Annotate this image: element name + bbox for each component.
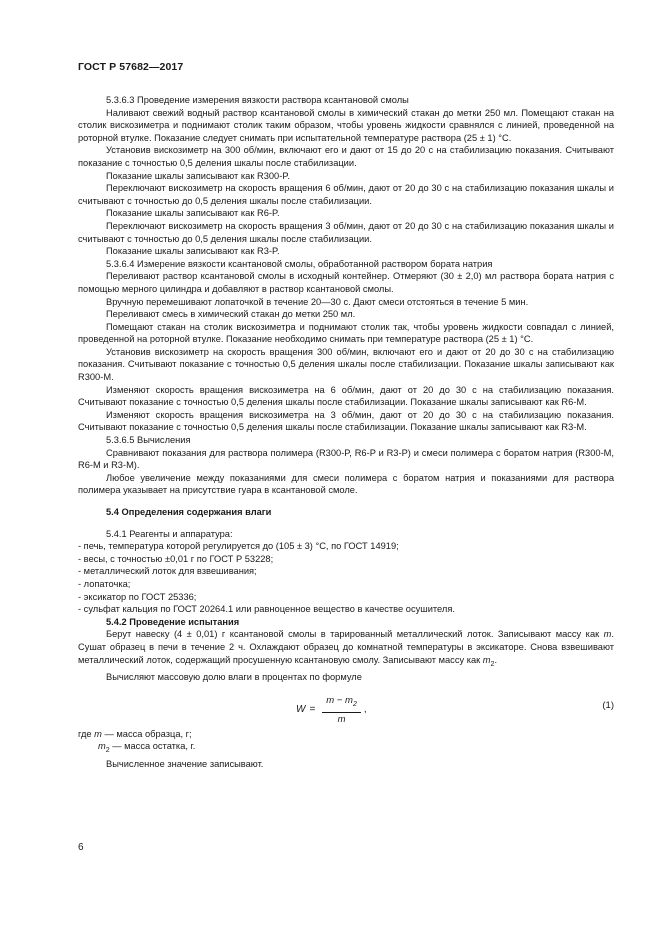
page-content xyxy=(78,94,614,770)
formula: W = $\frac{m - m_2}{m}$ , xyxy=(296,694,367,726)
paragraph: Вычисленное значение записывают. xyxy=(106,758,264,769)
definition-line: $m_2$ — масса остатка, г. xyxy=(98,741,196,755)
paragraph: Помещают стакан на столик вискозиметра и поднимают столик так, чтобы уровень жидкости совпадал с линией, проведенной на роторной втулке. Показание необходимо снимать при температуре раствора (25 ± 1) °С. xyxy=(78,321,614,345)
equipment-list xyxy=(78,540,614,616)
document-header: ГОСТ Р 57682—2017 xyxy=(78,61,184,73)
paragraph: Показание шкалы записывают как R3-P. xyxy=(106,246,280,257)
paragraph: Сравнивают показания для раствора полимера (R300-P, R6-P и R3-P) и смеси полимера с боратом натрия (R300-M, R6-M и R3-M). xyxy=(78,447,614,471)
paragraph: Любое увеличение между показаниями для смеси полимера с боратом натрия и показаниями для раствора полимера указывает на присутствие гуара в ксантановой смоле. xyxy=(78,472,614,496)
list-item: - печь, температура которой регулируется до (105 ± 3) °С, по ГОСТ 14919; xyxy=(78,541,399,552)
paragraph: Вычисляют массовую долю влаги в процентах по формуле xyxy=(106,671,362,682)
paragraph: Изменяют скорость вращения вискозиметра на 6 об/мин, дают от 20 до 30 с на стабилизацию показания. Считывают показание с точностью 0,5 деления шкалы после стабилизации. Показание шкалы записывают как R6-M. xyxy=(78,384,614,408)
subsection-title: 5.3.6.3 Проведение измерения вязкости раствора ксантановой смолы xyxy=(106,95,409,105)
definition-line: где m — масса образца, г; xyxy=(78,728,192,739)
subsection-title: 5.4.2 Проведение испытания xyxy=(106,616,240,627)
list-item: - эксикатор по ГОСТ 25336; xyxy=(78,591,197,602)
subsection-title: 5.3.6.5 Вычисления xyxy=(106,435,191,446)
paragraph: Переливают смесь в химический стакан до метки 250 мл. xyxy=(106,309,356,320)
paragraph: Установив вискозиметр на скорость вращения 300 об/мин, включают его и дают от 20 до 30 с на стабилизацию показания. Считывают показание с точностью 0,5 деления шкалы после стабилизации. Показание шкалы записывают как R300-M. xyxy=(78,346,614,383)
list-item: - металлический лоток для взвешивания; xyxy=(78,566,257,577)
list-item: - сульфат кальция по ГОСТ 20264.1 или равноценное вещество в качестве осушителя. xyxy=(78,604,455,615)
paragraph: Берут навеску (4 ± 0,01) г ксантановой смолы в тарированный металлический лоток. Записывают массу как m. Сушат образец в печи в течение 2 ч. Охлаждают образец до комнатной температуры в эксикаторе. Снова взвешивают металлический лоток, содержащий просушенную ксантановую смолу. Записывают массу как $m_2$. xyxy=(78,629,614,668)
paragraph: Переключают вискозиметр на скорость вращения 3 об/мин, дают от 20 до 30 с на стабилизацию показания шкалы и считывают с точностью до 0,5 деления шкалы после стабилизации. xyxy=(78,220,614,244)
paragraph: Вручную перемешивают лопаточкой в течение 20—30 с. Дают смеси отстояться в течение 5 мин. xyxy=(106,296,529,307)
subsection-title: 5.3.6.4 Измерение вязкости ксантановой смолы, обработанной раствором бората натрия xyxy=(106,258,493,269)
paragraph: Переключают вискозиметр на скорость вращения 6 об/мин, дают от 20 до 30 с на стабилизацию показания шкалы и считывают с точностью до 0,5 деления шкалы после стабилизации. xyxy=(78,183,614,206)
paragraph: Переливают раствор ксантановой смолы в исходный контейнер. Отмеряют (30 ± 2,0) мл раствора бората натрия с помощью мерного цилиндра и добавляют в раствор ксантановой смолы. xyxy=(78,271,614,294)
formula-number: (1) xyxy=(602,699,614,711)
formula-block xyxy=(78,689,614,725)
subsection-title: 5.4.1 Реагенты и аппаратура: xyxy=(106,528,233,539)
paragraph: Изменяют скорость вращения вискозиметра на 3 об/мин, дают от 20 до 30 с на стабилизацию показания. Считывают показание с точностью 0,5 деления шкалы после стабилизации. Показание шкалы записывают как R3-M. xyxy=(78,409,614,433)
paragraph: Показание шкалы записывают как R6-P. xyxy=(106,208,280,219)
list-item: - весы, с точностью ±0,01 г по ГОСТ Р 53228; xyxy=(78,553,274,564)
section-title: 5.4 Определения содержания влаги xyxy=(106,507,272,517)
paragraph: Установив вискозиметр на 300 об/мин, включают его и дают от 15 до 20 с на стабилизацию показания. Считывают показание с точностью 0,5 деления шкалы после стабилизации. xyxy=(78,145,614,168)
paragraph: Показание шкалы записывают как R300-P. xyxy=(106,170,290,181)
page-number: 6 xyxy=(78,842,84,853)
paragraph: Наливают свежий водный раствор ксантановой смолы в химический стакан до метки 250 мл. Помещают стакан на столик вискозиметра и поднимают столик таким образом, чтобы уровень жидкости сравнялся с линией, проведенной на роторной втулке. Показание следует снимать при испытательной температуре раствора (25 ± 1) °С. xyxy=(78,107,614,143)
list-item: - лопаточка; xyxy=(78,578,131,589)
fraction: $\frac{m - m_2}{m}$ xyxy=(322,695,361,727)
